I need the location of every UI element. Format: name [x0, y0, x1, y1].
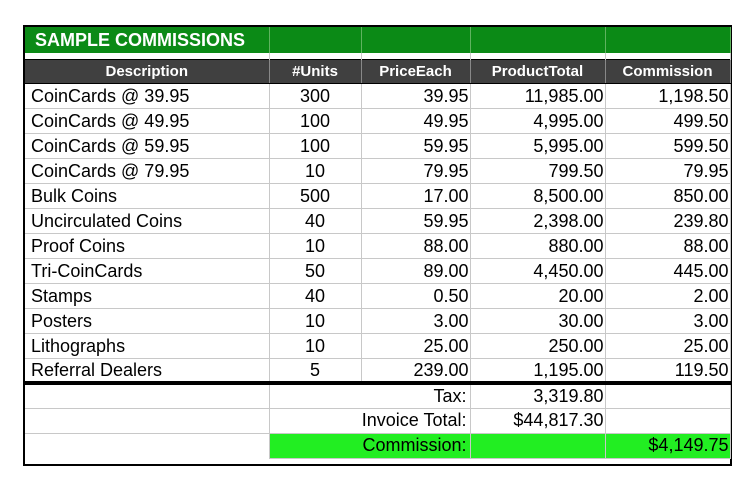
cell-description[interactable]: CoinCards @ 59.95	[25, 133, 269, 158]
cell-units[interactable]: 10	[269, 333, 361, 358]
title-cell[interactable]	[269, 27, 361, 53]
cell-commission[interactable]: 499.50	[605, 108, 730, 133]
commission-sheet	[23, 25, 732, 466]
table-row	[25, 158, 730, 183]
cell-product-total[interactable]: 30.00	[470, 308, 605, 333]
table-row	[25, 333, 730, 358]
cell-product-total[interactable]: 20.00	[470, 283, 605, 308]
table-row	[25, 108, 730, 133]
cell-product-total[interactable]: 880.00	[470, 233, 605, 258]
summary-blank-cell[interactable]	[25, 408, 269, 433]
cell-units[interactable]: 5	[269, 358, 361, 383]
invoice-total-label[interactable]: Invoice Total:	[269, 408, 470, 433]
cell-units[interactable]: 10	[269, 158, 361, 183]
summary-green-cell[interactable]	[470, 433, 605, 458]
cell-price-each[interactable]: 3.00	[361, 308, 470, 333]
cell-description[interactable]: Bulk Coins	[25, 183, 269, 208]
header-product-total[interactable]: ProductTotal	[470, 59, 605, 83]
invoice-total-value[interactable]: $44,817.30	[470, 408, 605, 433]
cell-units[interactable]: 10	[269, 233, 361, 258]
commission-table	[25, 27, 731, 459]
cell-commission[interactable]: 599.50	[605, 133, 730, 158]
cell-product-total[interactable]: 4,995.00	[470, 108, 605, 133]
cell-product-total[interactable]: 250.00	[470, 333, 605, 358]
cell-commission[interactable]: 88.00	[605, 233, 730, 258]
sheet-title[interactable]: SAMPLE COMMISSIONS	[25, 27, 269, 53]
cell-description[interactable]: Uncirculated Coins	[25, 208, 269, 233]
cell-product-total[interactable]: 11,985.00	[470, 83, 605, 108]
header-commission[interactable]: Commission	[605, 59, 730, 83]
summary-row	[25, 433, 730, 458]
summary-row	[25, 383, 730, 408]
title-row	[25, 27, 730, 53]
cell-commission[interactable]: 445.00	[605, 258, 730, 283]
cell-description[interactable]: Referral Dealers	[25, 358, 269, 383]
cell-price-each[interactable]: 17.00	[361, 183, 470, 208]
tax-value[interactable]: 3,319.80	[470, 383, 605, 408]
cell-description[interactable]: CoinCards @ 49.95	[25, 108, 269, 133]
cell-description[interactable]: Proof Coins	[25, 233, 269, 258]
table-row	[25, 133, 730, 158]
cell-price-each[interactable]: 49.95	[361, 108, 470, 133]
summary-blank-cell[interactable]	[605, 408, 730, 433]
cell-commission[interactable]: 2.00	[605, 283, 730, 308]
header-row	[25, 59, 730, 83]
table-row	[25, 308, 730, 333]
cell-commission[interactable]: 3.00	[605, 308, 730, 333]
cell-price-each[interactable]: 239.00	[361, 358, 470, 383]
cell-product-total[interactable]: 799.50	[470, 158, 605, 183]
cell-units[interactable]: 100	[269, 133, 361, 158]
cell-product-total[interactable]: 4,450.00	[470, 258, 605, 283]
table-row	[25, 208, 730, 233]
cell-price-each[interactable]: 59.95	[361, 208, 470, 233]
header-units[interactable]: #Units	[269, 59, 361, 83]
cell-units[interactable]: 40	[269, 208, 361, 233]
cell-price-each[interactable]: 25.00	[361, 333, 470, 358]
cell-price-each[interactable]: 79.95	[361, 158, 470, 183]
cell-description[interactable]: Posters	[25, 308, 269, 333]
cell-price-each[interactable]: 88.00	[361, 233, 470, 258]
cell-description[interactable]: Tri-CoinCards	[25, 258, 269, 283]
cell-units[interactable]: 500	[269, 183, 361, 208]
table-row	[25, 283, 730, 308]
table-row	[25, 258, 730, 283]
cell-description[interactable]: CoinCards @ 39.95	[25, 83, 269, 108]
table-row	[25, 183, 730, 208]
cell-commission[interactable]: 1,198.50	[605, 83, 730, 108]
cell-product-total[interactable]: 2,398.00	[470, 208, 605, 233]
cell-price-each[interactable]: 0.50	[361, 283, 470, 308]
cell-commission[interactable]: 25.00	[605, 333, 730, 358]
header-description[interactable]: Description	[25, 59, 269, 83]
table-row	[25, 358, 730, 383]
cell-commission[interactable]: 239.80	[605, 208, 730, 233]
header-price-each[interactable]: PriceEach	[361, 59, 470, 83]
cell-commission[interactable]: 79.95	[605, 158, 730, 183]
cell-commission[interactable]: 119.50	[605, 358, 730, 383]
table-row	[25, 233, 730, 258]
title-cell[interactable]	[470, 27, 605, 53]
title-cell[interactable]	[605, 27, 730, 53]
cell-price-each[interactable]: 59.95	[361, 133, 470, 158]
cell-units[interactable]: 10	[269, 308, 361, 333]
cell-description[interactable]: CoinCards @ 79.95	[25, 158, 269, 183]
cell-commission[interactable]: 850.00	[605, 183, 730, 208]
cell-product-total[interactable]: 8,500.00	[470, 183, 605, 208]
cell-units[interactable]: 50	[269, 258, 361, 283]
table-row	[25, 83, 730, 108]
cell-product-total[interactable]: 5,995.00	[470, 133, 605, 158]
cell-units[interactable]: 100	[269, 108, 361, 133]
cell-price-each[interactable]: 89.00	[361, 258, 470, 283]
commission-total-value[interactable]: $4,149.75	[605, 433, 730, 458]
summary-row	[25, 408, 730, 433]
cell-description[interactable]: Lithographs	[25, 333, 269, 358]
summary-blank-cell[interactable]	[605, 383, 730, 408]
summary-blank-cell[interactable]	[25, 433, 269, 458]
summary-blank-cell[interactable]	[25, 383, 269, 408]
cell-price-each[interactable]: 39.95	[361, 83, 470, 108]
cell-units[interactable]: 300	[269, 83, 361, 108]
tax-label[interactable]: Tax:	[269, 383, 470, 408]
title-cell[interactable]	[361, 27, 470, 53]
commission-total-label[interactable]: Commission:	[269, 433, 470, 458]
cell-units[interactable]: 40	[269, 283, 361, 308]
cell-description[interactable]: Stamps	[25, 283, 269, 308]
cell-product-total[interactable]: 1,195.00	[470, 358, 605, 383]
